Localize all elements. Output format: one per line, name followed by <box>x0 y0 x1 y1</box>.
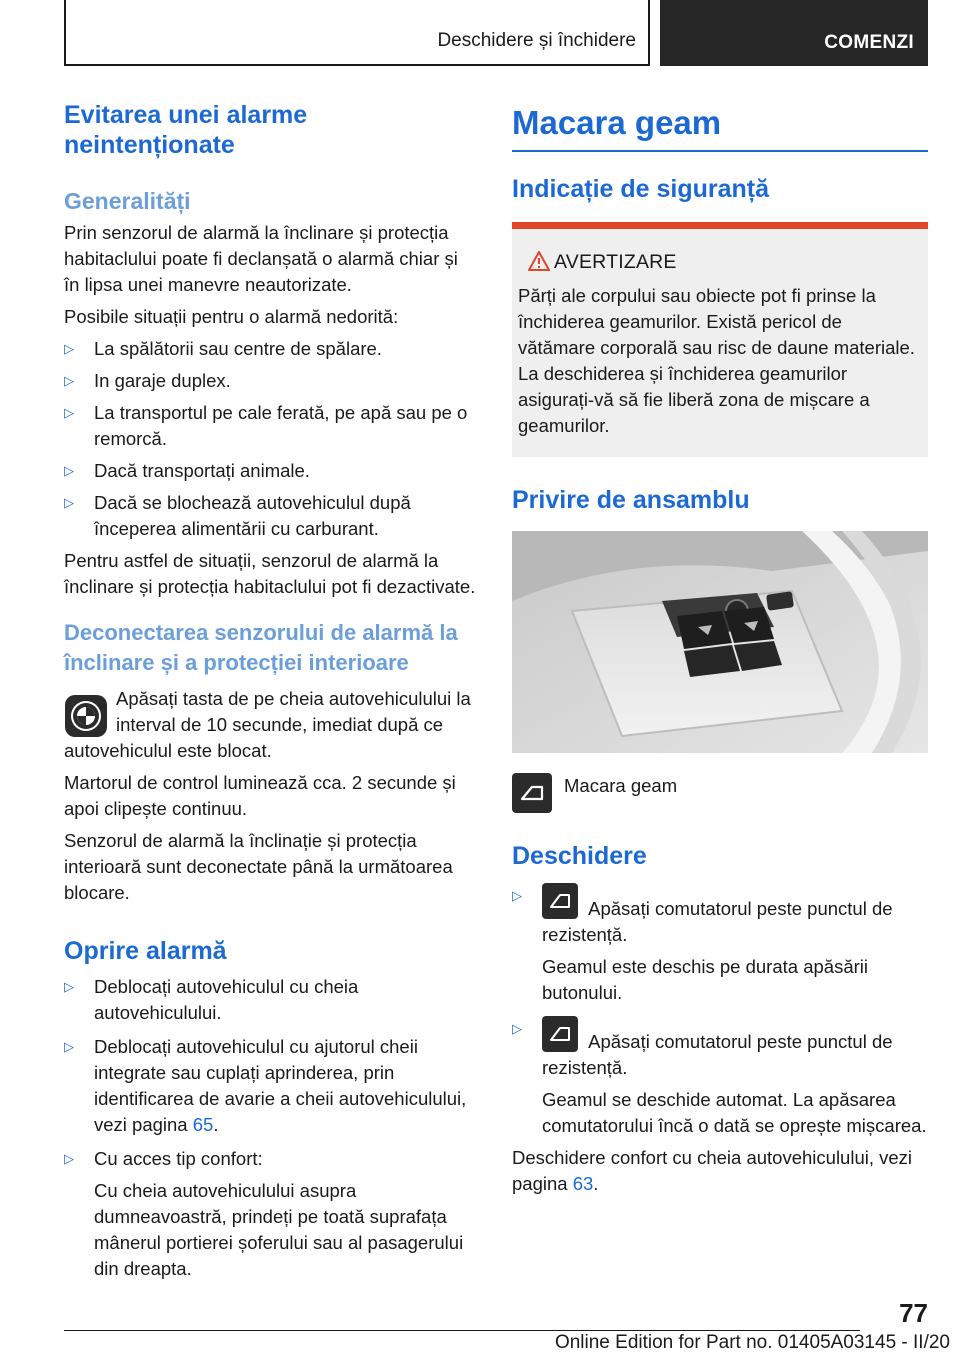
triangle-bullet-icon: ▷ <box>64 373 74 388</box>
triangle-bullet-icon: ▷ <box>64 1151 74 1166</box>
list-item: ▷ Dacă transportați animale. <box>64 458 478 484</box>
deactivation-heading: Deconectarea senzorului de alarmă la înclinare și a protecției interioare <box>64 620 458 675</box>
window-lifter-icon <box>512 773 552 813</box>
list-item: ▷ Dacă se blochează autovehiculul după începerea alimentării cu carburant. <box>64 492 411 539</box>
list-item: ▷ Apăsați comutatorul peste punctul de rezistență. <box>512 1016 928 1081</box>
open-steps <box>512 883 928 1197</box>
general-heading: Generalități <box>64 188 191 214</box>
stop-alarm-heading: Oprire alarmă <box>64 937 227 965</box>
left-column <box>64 100 478 1282</box>
page-link-65[interactable]: 65 <box>192 1114 214 1135</box>
alarm-title: Evitarea unei alarme neintenționate <box>64 101 308 159</box>
safety-heading: Indicație de siguranță <box>512 175 770 203</box>
triangle-bullet-icon: ▷ <box>64 463 74 478</box>
list-item: ▷ In garaje duplex. <box>64 368 478 394</box>
chapter-tab <box>660 0 928 66</box>
page-header <box>64 0 928 66</box>
window-switch-photo <box>512 531 928 753</box>
overview-heading: Privire de ansamblu <box>512 486 750 514</box>
deactivation-paragraph-3: Senzorul de alarmă la înclinație și protecția interioară sunt deconectate până la următoarea blocare. <box>64 830 453 903</box>
chapter-title: COMENZI <box>824 32 914 53</box>
warning-triangle-icon <box>528 251 550 271</box>
right-column <box>512 100 928 1197</box>
window-lifter-icon <box>542 883 578 919</box>
list-item: ▷ La spălătorii sau centre de spălare. <box>64 336 478 362</box>
open-step2-note: Geamul se deschide automat. La apăsarea comutatorului încă o dată se oprește mișcarea. <box>542 1089 927 1136</box>
page-link-63[interactable]: 63 <box>572 1173 594 1194</box>
warning-box <box>512 222 928 457</box>
icon-caption-row <box>512 773 928 813</box>
warning-title: AVERTIZARE <box>518 249 922 275</box>
window-lifter-icon <box>542 1016 578 1052</box>
deactivation-block <box>64 686 478 764</box>
edition-text: Online Edition for Part no. 01405A03145 - II/20 <box>554 1332 950 1353</box>
list-item: ▷ Apăsați comutatorul peste punctul de rezistență. <box>512 883 928 948</box>
deactivation-paragraph-1: Apăsați tasta de pe cheia autovehiculului la interval de 10 secunde, imediat după ce autovehiculul este blocat. <box>64 688 471 761</box>
triangle-bullet-icon: ▷ <box>64 979 74 994</box>
triangle-bullet-icon: ▷ <box>64 1039 74 1054</box>
triangle-bullet-icon: ▷ <box>64 341 74 356</box>
open-step1-note: Geamul este deschis pe durata apăsării butonului. <box>542 956 868 1003</box>
general-paragraph-3: Pentru astfel de situații, senzorul de alarmă la înclinare și protecția habitaclului pot fi dezactivate. <box>64 550 476 597</box>
list-item: ▷ La transportul pe cale ferată, pe apă sau pe o remorcă. <box>64 402 468 449</box>
window-title: Macara geam <box>512 100 928 152</box>
general-paragraph-2: Posibile situații pentru o alarmă nedorită: <box>64 306 399 327</box>
page-number: 77 <box>899 1298 928 1328</box>
triangle-bullet-icon: ▷ <box>512 888 522 903</box>
section-tab <box>64 0 650 66</box>
stop-list <box>64 974 478 1282</box>
situations-list <box>64 336 478 542</box>
triangle-bullet-icon: ▷ <box>64 495 74 510</box>
comfort-access-text: Cu cheia autovehiculului asupra dumneavoastră, prindeți pe toată suprafața mânerul portierei șoferului sau al pasagerului din dreapta. <box>94 1180 464 1279</box>
footer-divider <box>64 1330 860 1331</box>
open-heading: Deschidere <box>512 842 647 870</box>
warning-text: Părți ale corpului sau obiecte pot fi prinse la închiderea geamurilor. Există pericol de vătămare corporală sau risc de daune materiale. La deschiderea și închiderea geamurilor asigurați-vă să fie liberă zona de mișcare a geamurilor. <box>518 285 915 436</box>
section-title: Deschidere și închidere <box>437 30 636 51</box>
triangle-bullet-icon: ▷ <box>64 405 74 420</box>
triangle-bullet-icon: ▷ <box>512 1021 522 1036</box>
comfort-open-text: Deschidere confort cu cheia autovehiculului, vezi pagina 63. <box>512 1147 913 1194</box>
deactivation-paragraph-2: Martorul de control luminează cca. 2 secunde și apoi clipește continuu. <box>64 772 456 819</box>
list-item: ▷ Cu acces tip confort: <box>64 1146 478 1172</box>
bmw-key-icon <box>64 694 108 738</box>
icon-caption: Macara geam <box>564 775 678 796</box>
list-item: ▷ Deblocați autovehiculul cu ajutorul cheii integrate sau cuplați aprinderea, prin identificarea de avarie a cheii autovehiculului, vezi pagina 65. <box>64 1036 467 1135</box>
general-paragraph-1: Prin senzorul de alarmă la înclinare și protecția habitaclului poate fi declanșată o alarmă chiar și în lipsa unei manevre neautorizate. <box>64 222 458 295</box>
list-item: ▷ Deblocați autovehiculul cu cheia autovehiculului. <box>64 976 359 1023</box>
